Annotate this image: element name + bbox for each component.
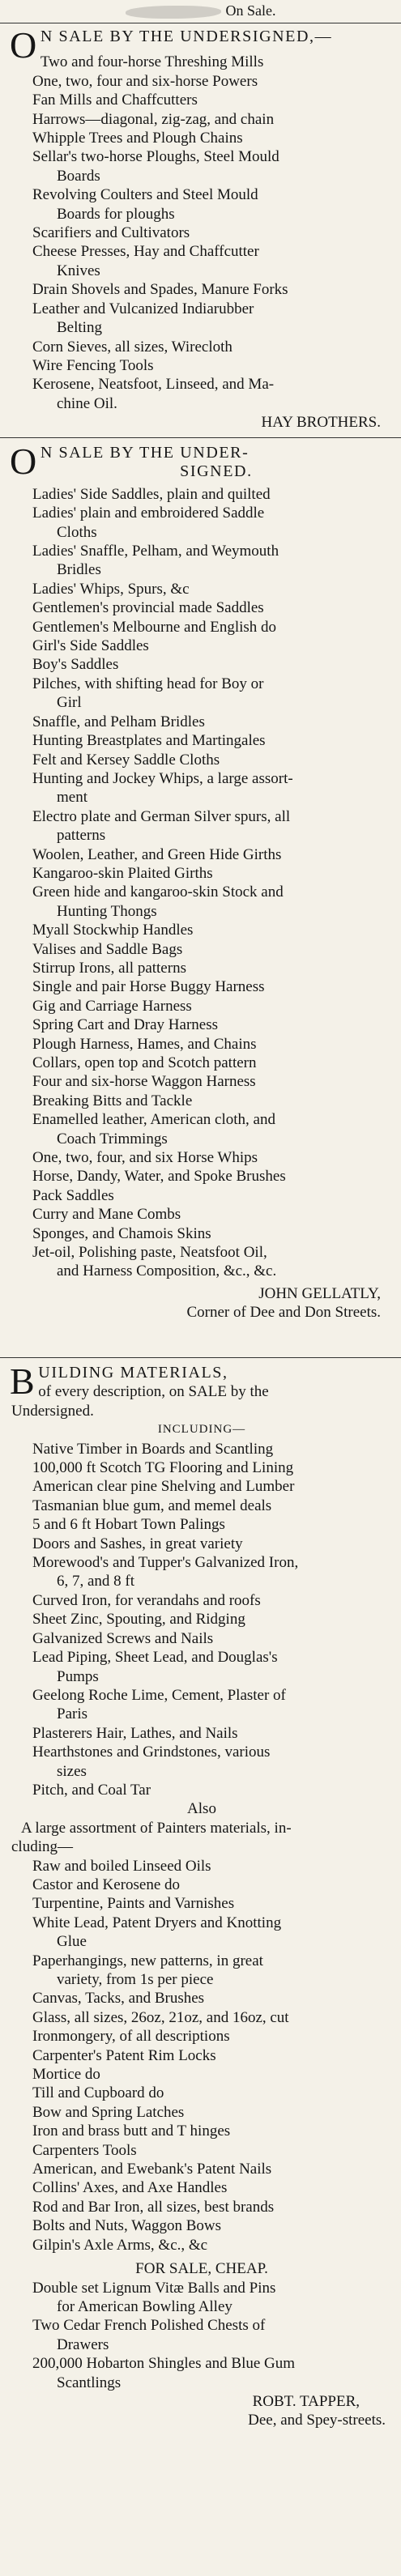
- list-item: Lead Piping, Sheet Lead, and Douglas's: [32, 1649, 278, 1667]
- list-item: Four and six-horse Waggon Harness: [32, 1073, 256, 1091]
- list-item: Carpenter's Patent Rim Locks: [32, 2046, 216, 2064]
- list-item-continuation: Glue: [57, 1933, 87, 1951]
- ad3-item-list-2: [11, 1857, 392, 2255]
- list-item-continuation: Scantlings: [57, 2374, 122, 2391]
- ad2-signature-address: Corner of Dee and Don Streets.: [186, 1304, 381, 1322]
- list-item: Pitch, and Coal Tar: [32, 1781, 151, 1799]
- masthead-smudge: [126, 6, 221, 19]
- list-item: Curved Iron, for verandahs and roofs: [32, 1591, 261, 1609]
- list-item: Felt and Kersey Saddle Cloths: [32, 751, 220, 769]
- list-item: Native Timber in Boards and Scantling: [32, 1440, 274, 1458]
- list-item: Till and Cupboard do: [32, 2084, 164, 2102]
- ad2-dropcap: O: [10, 441, 38, 482]
- list-item: Rod and Bar Iron, all sizes, best brands: [32, 2198, 275, 2216]
- list-item: 200,000 Hobarton Shingles and Blue Gum: [32, 2355, 296, 2373]
- list-item-continuation: and Harness Composition, &c., &c.: [57, 1262, 277, 1280]
- list-item-continuation: 6, 7, and 8 ft: [57, 1573, 135, 1590]
- list-item: Ladies' Snaffle, Pelham, and Weymouth: [32, 543, 279, 560]
- list-item-continuation: ment: [57, 789, 87, 807]
- list-item: 5 and 6 ft Hobart Town Palings: [32, 1516, 225, 1534]
- list-item: Kerosene, Neatsfoot, Linseed, and Ma-: [32, 376, 275, 394]
- list-item: Enamelled leather, American cloth, and: [32, 1111, 275, 1129]
- ad3-item-list-3: [11, 2279, 392, 2392]
- ad3-dropcap: B: [10, 1360, 36, 1402]
- list-item-continuation: Boards for ploughs: [57, 205, 175, 223]
- list-item: Fan Mills and Chaffcutters: [32, 92, 198, 109]
- list-item: Jet-oil, Polishing paste, Neatsfoot Oil,: [32, 1244, 267, 1262]
- page-header: [0, 0, 401, 21]
- list-item-continuation: Bridles: [57, 561, 101, 579]
- list-item: Bolts and Nuts, Waggon Bows: [32, 2217, 221, 2235]
- list-item: Bow and Spring Latches: [32, 2103, 185, 2121]
- list-item-continuation: sizes: [57, 1762, 87, 1780]
- list-item-continuation: variety, from 1s per piece: [57, 1971, 214, 1988]
- list-item: Breaking Bitts and Tackle: [32, 1092, 193, 1109]
- list-item-continuation: Belting: [57, 319, 102, 337]
- list-item: Collins' Axes, and Axe Handles: [32, 2179, 228, 2197]
- list-item: Double set Lignum Vitæ Balls and Pins: [32, 2279, 276, 2297]
- ad3-signature-address: Dee, and Spey-streets.: [248, 2412, 386, 2429]
- list-item: Tasmanian blue gum, and memel deals: [32, 1497, 272, 1514]
- list-item: Drain Shovels and Spades, Manure Forks: [32, 281, 288, 299]
- list-item: Canvas, Tacks, and Brushes: [32, 1990, 205, 2008]
- list-item: Snaffle, and Pelham Bridles: [32, 713, 205, 730]
- list-item: Revolving Coulters and Steel Mould: [32, 186, 258, 204]
- list-item: Gig and Carriage Harness: [32, 997, 192, 1015]
- ad2-headline: O N SALE BY THE UNDER-: [10, 441, 250, 482]
- list-item: Sponges, and Chamois Skins: [32, 1224, 211, 1242]
- list-item: Hearthstones and Grindstones, various: [32, 1744, 271, 1761]
- advertisement-hay-brothers: [10, 24, 392, 432]
- list-item: Green hide and kangaroo-skin Stock and: [32, 884, 284, 901]
- list-item: Carpenters Tools: [32, 2141, 137, 2159]
- list-item: Ladies' plain and embroidered Saddle: [32, 505, 265, 522]
- list-item: Plough Harness, Hames, and Chains: [32, 1035, 257, 1053]
- list-item: American clear pine Shelving and Lumber: [32, 1478, 295, 1496]
- ad3-including: INCLUDING—: [157, 1423, 246, 1437]
- list-item-continuation: Cloths: [57, 523, 97, 541]
- advertisement-robt-tapper: [10, 1360, 392, 2430]
- list-item: Gilpin's Axle Arms, &c., &c: [32, 2236, 208, 2254]
- list-item: Horse, Dandy, Water, and Spoke Brushes: [32, 1168, 286, 1186]
- list-item: Curry and Mane Combs: [32, 1206, 181, 1224]
- ad3-for-sale: FOR SALE, CHEAP.: [135, 2260, 268, 2278]
- list-item: Paperhangings, new patterns, in great: [32, 1952, 263, 1969]
- ad1-rule: [0, 437, 401, 438]
- list-item: Turpentine, Paints and Varnishes: [32, 1895, 235, 1913]
- list-item: Ladies' Side Saddles, plain and quilted: [32, 485, 271, 503]
- list-item: Ironmongery, of all descriptions: [32, 2028, 230, 2046]
- list-item: Stirrup Irons, all patterns: [32, 959, 186, 977]
- list-item-continuation: Coach Trimmings: [57, 1130, 168, 1147]
- list-item: One, two, four and six-horse Powers: [32, 72, 258, 90]
- list-item: Glass, all sizes, 26oz, 21oz, and 16oz, cut: [32, 2008, 289, 2026]
- header-title: On Sale.: [225, 2, 276, 19]
- list-item: Single and pair Horse Buggy Harness: [32, 978, 265, 996]
- list-item: Pilches, with shifting head for Boy or: [32, 675, 264, 692]
- list-item: Plasterers Hair, Lathes, and Nails: [32, 1724, 238, 1742]
- list-item: Pack Saddles: [32, 1186, 114, 1204]
- list-item: Boy's Saddles: [32, 656, 119, 674]
- list-item: Sellar's two-horse Ploughs, Steel Mould: [32, 148, 279, 166]
- list-item-continuation: Paris: [57, 1705, 87, 1723]
- ad2-headline-2: SIGNED.: [180, 462, 253, 481]
- list-item-continuation: Drawers: [57, 2335, 109, 2353]
- ad1-dropcap: O: [10, 24, 38, 66]
- list-item: Electro plate and German Silver spurs, all: [32, 807, 291, 825]
- list-item: Collars, open top and Scotch pattern: [32, 1054, 257, 1071]
- list-item: Mortice do: [32, 2066, 100, 2084]
- list-item-continuation: Boards: [57, 167, 100, 185]
- list-item-continuation: Hunting Thongs: [57, 902, 157, 920]
- list-item-continuation: for American Bowling Alley: [57, 2297, 232, 2315]
- list-item-continuation: Pumps: [57, 1667, 99, 1685]
- list-item: Girl's Side Saddles: [32, 637, 149, 655]
- list-item: White Lead, Patent Dryers and Knotting: [32, 1914, 282, 1931]
- list-item: Scarifiers and Cultivators: [32, 224, 190, 242]
- list-item: One, two, four, and six Horse Whips: [32, 1149, 258, 1167]
- list-item: Valises and Saddle Bags: [32, 940, 183, 958]
- ad3-item-list: [11, 1440, 392, 1800]
- list-item: Doors and Sashes, in great variety: [32, 1535, 243, 1552]
- list-item: Geelong Roche Lime, Cement, Plaster of: [32, 1686, 286, 1704]
- ad3-assortment: A large assortment of Painters materials, in-: [21, 1819, 292, 1837]
- list-item: Leather and Vulcanized Indiarubber: [32, 300, 254, 317]
- list-item: Castor and Kerosene do: [32, 1876, 181, 1893]
- list-item: Woolen, Leather, and Green Hide Girths: [32, 845, 282, 863]
- ad3-also: Also: [187, 1800, 216, 1818]
- list-item: Iron and brass butt and T hinges: [32, 2123, 231, 2140]
- list-item: Wire Fencing Tools: [32, 356, 154, 374]
- list-item: American, and Ewebank's Patent Nails: [32, 2161, 272, 2178]
- list-item: Gentlemen's Melbourne and English do: [32, 618, 277, 636]
- list-item: Kangaroo-skin Plaited Girths: [32, 864, 213, 882]
- ad3-intro: of every description, on SALE by the: [38, 1383, 269, 1401]
- ad1-headline: O N SALE BY THE UNDERSIGNED,—: [10, 24, 333, 66]
- list-item: Gentlemen's provincial made Saddles: [32, 599, 264, 617]
- ad1-signature: HAY BROTHERS.: [261, 414, 381, 432]
- ad2-item-list: [11, 485, 392, 1281]
- advertisement-john-gellatly: [10, 441, 392, 1322]
- ad3-signature-name: ROBT. TAPPER,: [252, 2392, 360, 2410]
- list-item: 100,000 ft Scotch TG Flooring and Lining: [32, 1459, 294, 1477]
- ad3-headline: BUILDING MATERIALS,: [10, 1360, 228, 1402]
- list-item-continuation: Knives: [57, 262, 100, 279]
- list-item: Hunting and Jockey Whips, a large assort-: [32, 769, 293, 787]
- list-item: Two Cedar French Polished Chests of: [32, 2317, 266, 2335]
- ad3-intro-2: Undersigned.: [11, 1402, 94, 1420]
- list-item: Morewood's and Tupper's Galvanized Iron,: [32, 1554, 299, 1572]
- list-item: Whipple Trees and Plough Chains: [32, 130, 243, 147]
- list-item: Spring Cart and Dray Harness: [32, 1016, 219, 1034]
- list-item: Two and four-horse Threshing Mills: [40, 53, 264, 71]
- list-item: Corn Sieves, all sizes, Wirecloth: [32, 338, 232, 356]
- list-item-continuation: Girl: [57, 694, 82, 712]
- ad2-signature-name: JOHN GELLATLY,: [258, 1284, 381, 1302]
- list-item: Ladies' Whips, Spurs, &c: [32, 580, 190, 598]
- list-item: Galvanized Screws and Nails: [32, 1629, 214, 1647]
- list-item-continuation: chine Oil.: [57, 394, 117, 412]
- list-item: Harrows—diagonal, zig-zag, and chain: [32, 110, 275, 128]
- ad2-rule: [0, 1357, 401, 1358]
- list-item: Raw and boiled Linseed Oils: [32, 1857, 211, 1875]
- ad3-assortment-2: cluding—: [11, 1838, 73, 1856]
- list-item: Myall Stockwhip Handles: [32, 922, 194, 939]
- ad1-item-list: [11, 53, 392, 413]
- list-item: Sheet Zinc, Spouting, and Ridging: [32, 1611, 245, 1629]
- list-item: Hunting Breastplates and Martingales: [32, 732, 266, 750]
- list-item: Cheese Presses, Hay and Chaffcutter: [32, 243, 259, 261]
- list-item-continuation: patterns: [57, 827, 106, 845]
